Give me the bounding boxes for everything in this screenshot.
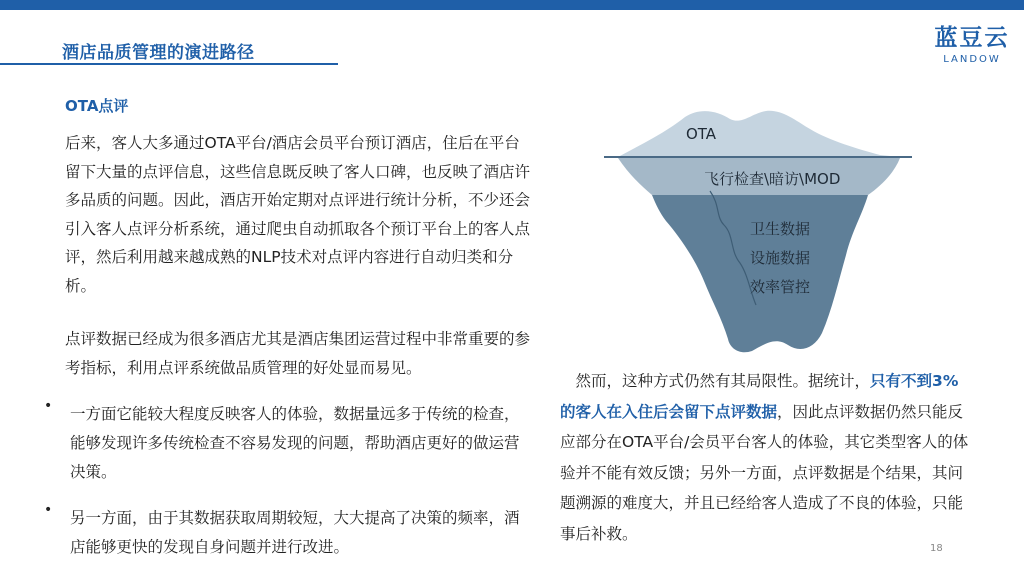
bullet-item-2: 另一方面，由于其数据获取周期较短，大大提高了决策的频率，酒店能够更快的发现自身问题并进行改进。 [70, 509, 520, 556]
iceberg-tip [618, 111, 900, 157]
title-underline [0, 63, 338, 65]
iceberg-label-facility: 设施数据 [750, 249, 811, 267]
paragraph-review-importance: 点评数据已经成为很多酒店尤其是酒店集团运营过程中非常重要的参考指标，利用点评系统做品质管理的好处显而易见。 [65, 330, 531, 377]
page-title: 酒店品质管理的演进路径 [62, 43, 255, 63]
page-number: 18 [930, 543, 943, 554]
bullet-marker: • [44, 502, 53, 518]
bullet-item-1: 一方面它能较大程度反映客人的体验，数据量远多于传统的检查，能够发现许多传统检查不容易发现的问题，帮助酒店更好的做运营决策。 [70, 405, 520, 481]
bullet-marker: • [44, 398, 53, 414]
logo-english: LANDOW [943, 54, 1001, 65]
iceberg-label-top: OTA [686, 125, 717, 143]
logo-chinese: 蓝豆云 [934, 25, 1010, 51]
limitation-highlight: 只有不到3%的客人在入住后会留下点评数据 [560, 372, 959, 421]
brand-logo [930, 24, 1014, 65]
iceberg-label-waterline: 飞行检查\暗访\MOD [704, 170, 841, 188]
section-subtitle: OTA点评 [65, 97, 129, 115]
iceberg-label-efficiency: 效率管控 [750, 278, 811, 296]
limitation-text-end: ，因此点评数据仍然只能反应部分在OTA平台/会员平台客人的体验，其它类型客人的体验并不能有效反馈；另外一方面，点评数据是个结果，其问题溯源的难度大，并且已经给客人造成了不良的体验，只能事后补救。 [560, 402, 969, 543]
limitation-text-start: 然而，这种方式仍然有其局限性。据统计， [575, 372, 871, 390]
top-accent-bar [0, 0, 1024, 10]
iceberg-diagram [600, 105, 918, 355]
paragraph-ota-intro: 后来，客人大多通过OTA平台/酒店会员平台预订酒店，住后在平台留下大量的点评信息，这些信息既反映了客人口碑，也反映了酒店许多品质的问题。因此，酒店开始定期对点评进行统计分析，不少还会引入客人点评分析系统，通过爬虫自动抓取各个预订平台上的客人点评，然后利用越来越成熟的NLP技术对点评内容进行自动归类和分析。 [65, 134, 531, 295]
iceberg-label-hygiene: 卫生数据 [750, 220, 811, 238]
limitation-paragraph [560, 366, 970, 549]
